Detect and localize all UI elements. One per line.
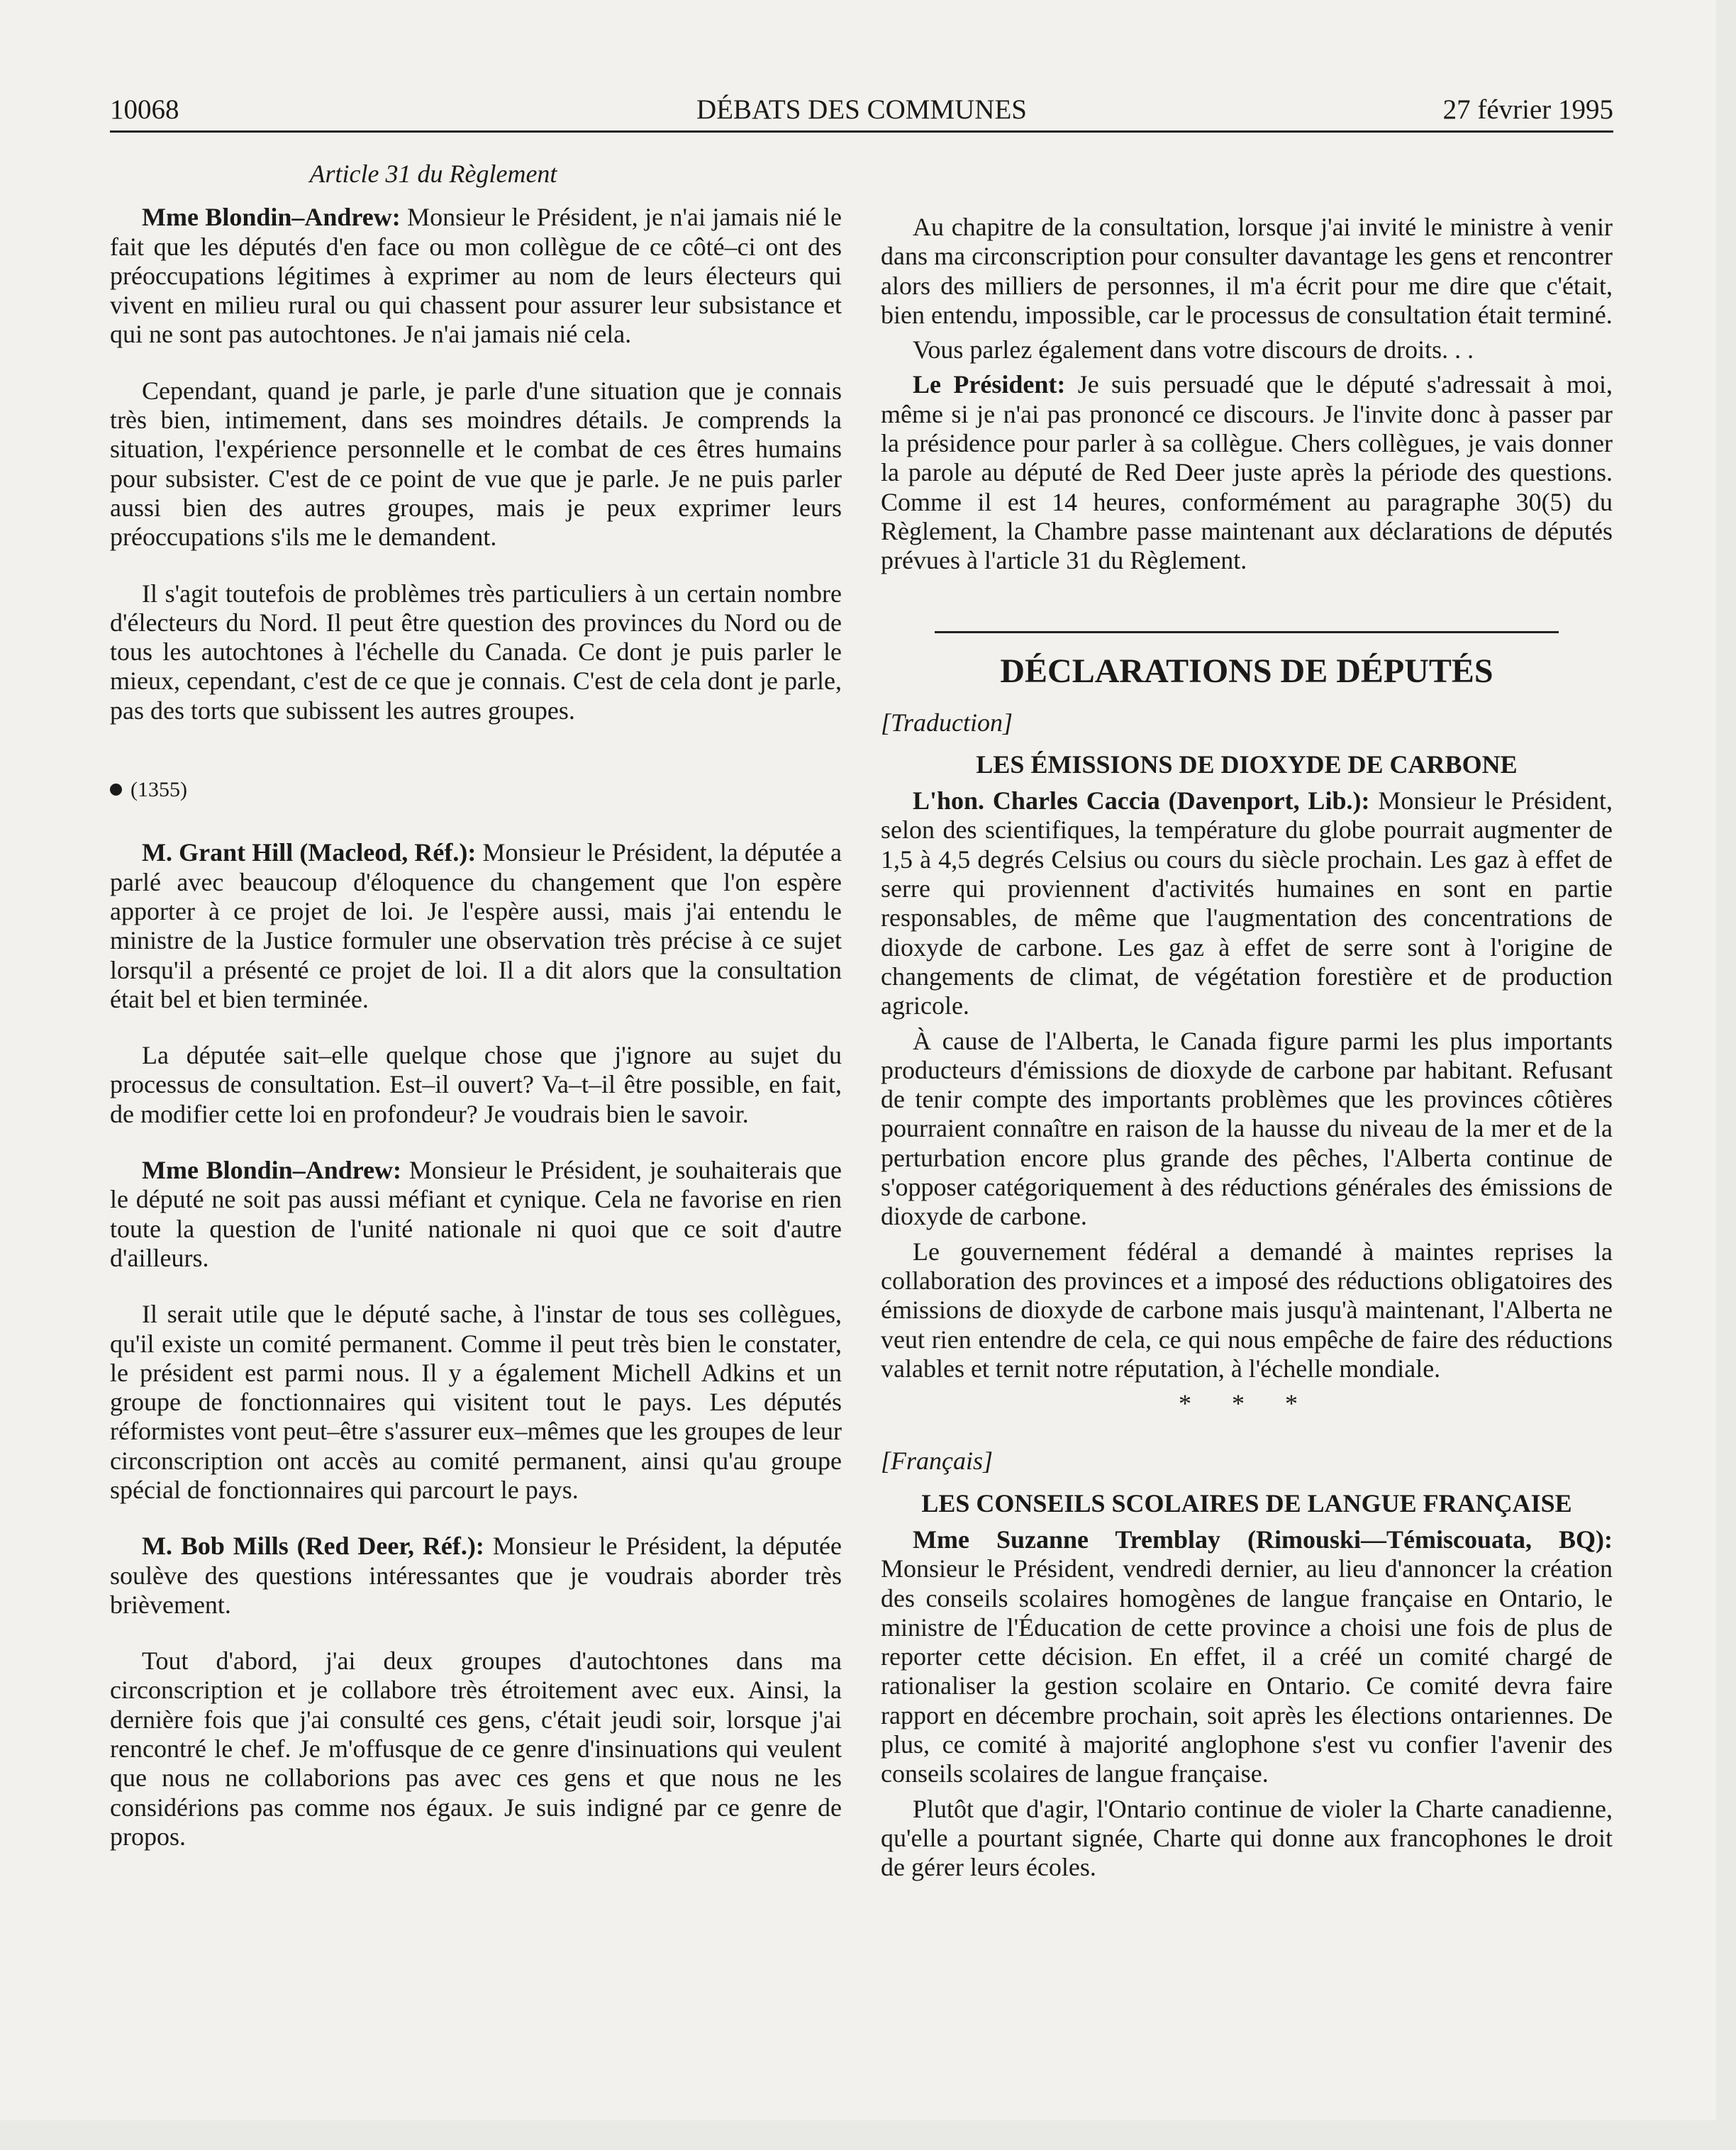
separator-stars: * * * [1179,1389,1315,1418]
paragraph [110,838,842,1014]
paragraph [110,203,842,349]
language-note: [Traduction] [881,708,1013,737]
time-stamp: (1355) [130,778,187,802]
scan-edge-right [1716,0,1736,2150]
speech-text: Monsieur le Président, la députée soulève des questions intéressantes que je voudrais aborder très brièvement. [110,1532,842,1619]
paragraph: Il serait utile que le député sache, à l'instar de tous ses collègues, qu'il existe un comité permanent. Comme il peut très bien le constater, le président est parmi nous. Il y a également Michell Adkins et un groupe de fonctionnaires qui visitent tout le pays. Les députés réformistes vont peut–être s'assurer eux–mêmes que les groupes de leur circonscription ont accès au comité permanent, ainsi qu'au groupe spécial de fonctionnaires qui parcourt le pays. [110,1300,842,1504]
speech-text: Je suis persuadé que le député s'adressait à moi, même si je n'ai pas prononcé ce discours. Je l'invite donc à passer par la présidence pour parler à sa collègue. Chers collègues, je vais donner la parole au député de Red Deer juste après la période des questions. Comme il est 14 heures, conformément au paragraphe 30(5) du Règlement, la Chambre passe maintenant aux déclarations de députés prévues à l'article 31 du Règlement. [881,370,1613,575]
speaker-name: Mme Blondin–Andrew: [142,1156,402,1185]
publication-title: DÉBATS DES COMMUNES [696,94,1027,125]
paragraph: Au chapitre de la consultation, lorsque j'ai invité le ministre à venir dans ma circonscription pour consulter davantage les gens et rencontrer alors des milliers de personnes, il m'a écrit pour me dire que c'était, bien entendu, impossible, car le processus de consultation était terminé. [881,213,1613,329]
publication-date: 27 février 1995 [1442,94,1613,125]
section-divider [935,631,1559,633]
paragraph [110,1532,842,1620]
section-title: DÉCLARATIONS DE DÉPUTÉS [1000,652,1493,690]
time-marker [110,775,842,804]
speaker-name: Mme Blondin–Andrew: [142,203,401,232]
bullet-icon [110,784,122,796]
language-note: [Français] [881,1447,994,1476]
page-header [110,91,1613,133]
paragraph [881,1525,1613,1789]
paragraph [110,1156,842,1273]
paragraph: Cependant, quand je parle, je parle d'une situation que je connais très bien, intimement, dans ses moindres détails. Je comprends la situation, l'expérience personnelle et le combat de ces êtres humains pour subsister. C'est de ce point de vue que je parle. Je ne puis parler aussi bien des autres groupes, mais je peux exprimer leurs préoccupations s'ils me le demandent. [110,376,842,552]
speaker-name: Le Président: [913,370,1066,399]
paragraph: Il s'agit toutefois de problèmes très particuliers à un certain nombre d'électeurs du Nord. Il peut être question des provinces du Nord ou de tous les autochtones à l'échelle du Canada. Ce dont je puis parler le mieux, cependant, c'est de ce que je connais. C'est de cela dont je parle, pas des torts que subissent les autres groupes. [110,579,842,725]
statement-heading: LES ÉMISSIONS DE DIOXYDE DE CARBONE [976,750,1518,779]
speech-text: Monsieur le Président, selon des scientifiques, la température du globe pourrait augmenter de 1,5 à 4,5 degrés Celsius ou cours du siècle prochain. Les gaz à effet de serre qui proviennent d'activités humaines en sont en partie responsables, de même que l'augmentation des concentrations de dioxyde de carbone. Les gaz à effet de serre sont à l'origine de changements de climat, de végétation forestière et de production agricole. [881,786,1613,1020]
speech-text: Monsieur le Président, je n'ai jamais nié le fait que les députés d'en face ou mon collègue de ce côté–ci ont des préoccupations légitimes à exprimer au nom de leurs électeurs qui vivent en milieu rural ou qui chassent pour assurer leur subsistance et qui ne sont pas autochtones. Je n'ai jamais nié cela. [110,203,842,349]
paragraph: Le gouvernement fédéral a demandé à maintes reprises la collaboration des provinces et a imposé des réductions obligatoires des émissions de dioxyde de carbone mais jusqu'à maintenant, l'Alberta ne veut rien entendre de cela, ce qui nous empêche de faire des réductions valables et ternit notre réputation, à l'échelle mondiale. [881,1237,1613,1383]
standing-order-title: Article 31 du Règlement [309,160,557,188]
left-column [110,160,842,1851]
page-number: 10068 [110,94,179,125]
speech-text: Monsieur le Président, je souhaiterais que le député ne soit pas aussi méfiant et cynique. Cela ne favorise en rien toute la question de l'unité nationale ni quoi que ce soit d'autre d'ailleurs. [110,1156,842,1272]
paragraph: À cause de l'Alberta, le Canada figure parmi les plus importants producteurs d'émissions de dioxyde de carbone par habitant. Refusant de tenir compte des importants problèmes que les provinces côtières pourraient connaître en raison de la hausse du niveau de la mer et de la perturbation encore plus grande des pêches, l'Alberta continue de s'opposer catégoriquement à des réductions générales des émissions de dioxyde de carbone. [881,1026,1613,1231]
paragraph: Plutôt que d'agir, l'Ontario continue de violer la Charte canadienne, qu'elle a pourtant signée, Charte qui donne aux francophones le droit de gérer leurs écoles. [881,1794,1613,1882]
paragraph [881,370,1613,575]
paragraph: Tout d'abord, j'ai deux groupes d'autochtones dans ma circonscription et je collabore très étroitement avec eux. Ainsi, la dernière fois que j'ai consulté ces gens, c'était jeudi soir, lorsque j'ai rencontré le chef. Je m'offusque de ce genre d'insinuations qui veulent que nous ne collaborions pas avec ces gens et que nous ne les considérions pas comme nos égaux. Je suis indigné par ce genre de propos. [110,1647,842,1851]
speaker-name: M. Grant Hill (Macleod, Réf.): [142,838,477,867]
paragraph: La députée sait–elle quelque chose que j'ignore au sujet du processus de consultation. Est–il ouvert? Va–t–il être possible, en fait, de modifier cette loi en profondeur? Je voudrais bien le savoir. [110,1041,842,1128]
statement-heading: LES CONSEILS SCOLAIRES DE LANGUE FRANÇAISE [921,1488,1572,1517]
speaker-name: M. Bob Mills (Red Deer, Réf.): [142,1532,484,1561]
scan-edge-bottom [0,2120,1736,2150]
speech-text: Monsieur le Président, vendredi dernier, au lieu d'annoncer la création des conseils scolaires homogènes de langue française en Ontario, le ministre de l'Éducation de cette province a choisi une fois de plus de reporter cette décision. En effet, il a créé un comité chargé de rationaliser la gestion scolaire en Ontario. Ce comité devra faire rapport en décembre prochain, soit après les élections ontariennes. De plus, ce comité à majorité anglophone s'est vu confier l'avenir des conseils scolaires de langue française. [881,1554,1613,1788]
speaker-name: Mme Suzanne Tremblay (Rimouski—Témiscouata, BQ): [913,1525,1613,1554]
speaker-name: L'hon. Charles Caccia (Davenport, Lib.): [913,786,1370,815]
paragraph: Vous parlez également dans votre discours de droits. . . [913,335,1474,364]
paragraph [881,786,1613,1020]
speech-text: Monsieur le Président, la députée a parlé avec beaucoup d'éloquence du changement que l'on espère apporter à ce projet de loi. Je l'espère aussi, mais j'ai entendu le ministre de la Justice formuler une observation très précise à ce sujet lorsqu'il a présenté ce projet de loi. Il a dit alors que la consultation était bel et bien terminée. [110,838,842,1013]
right-column [881,213,1613,1883]
